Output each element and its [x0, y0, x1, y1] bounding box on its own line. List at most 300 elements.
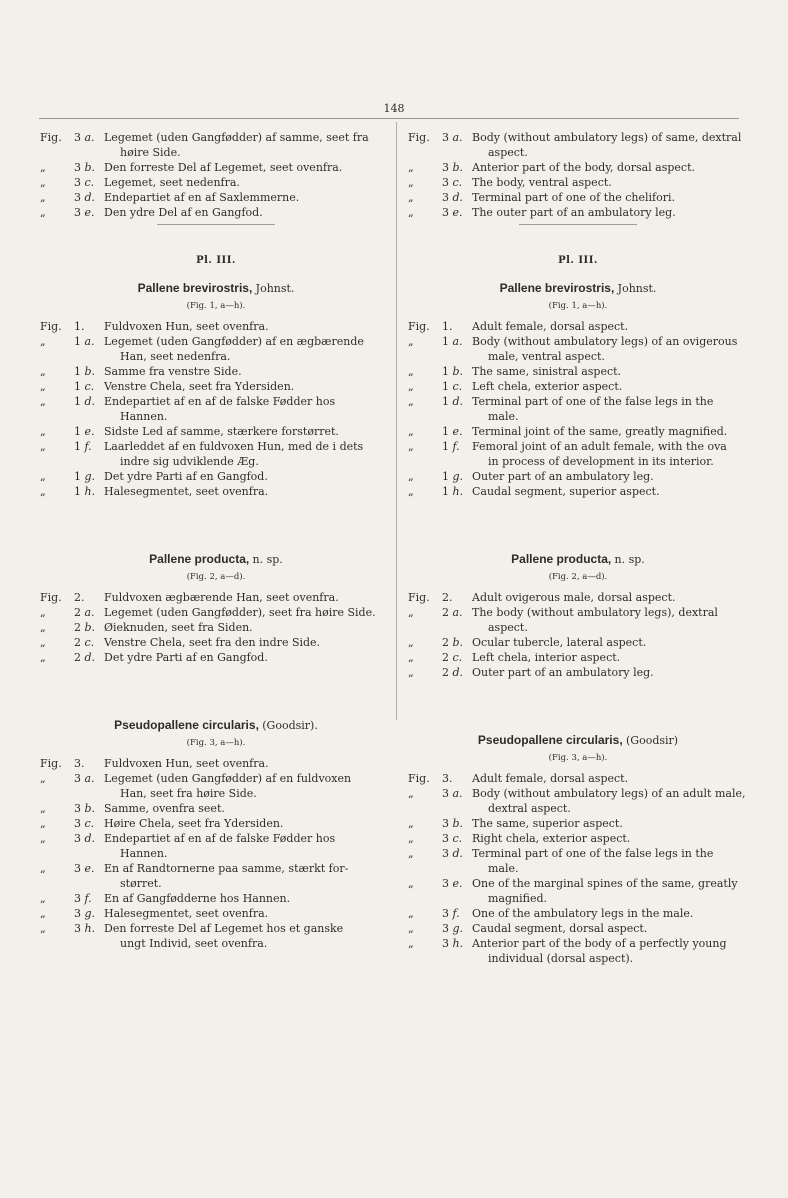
fig-number	[74, 620, 104, 635]
fig-text: Legemet, seet nedenfra.	[104, 176, 240, 189]
figure-entry	[408, 771, 748, 786]
fig-number	[74, 635, 104, 650]
fig-num: 1	[442, 335, 449, 348]
fig-description	[104, 816, 392, 831]
fig-label: „	[408, 161, 414, 174]
fig-text: Caudal segment, dorsal aspect.	[472, 922, 648, 935]
fig-label: „	[408, 176, 414, 189]
fig-num: 3	[442, 131, 449, 144]
fig-label: Fig.	[40, 757, 62, 770]
fig-text: Adult ovigerous male, dorsal aspect.	[472, 591, 676, 604]
figure-entry	[408, 590, 748, 605]
fig-number	[442, 921, 472, 936]
fig-description	[104, 130, 392, 160]
fig-description	[104, 439, 392, 469]
fig-num: 1	[74, 335, 81, 348]
fig-label: „	[40, 395, 46, 408]
fig-text: Left chela, exterior aspect.	[472, 380, 623, 393]
fig-label: „	[408, 395, 414, 408]
fig-label: „	[408, 651, 414, 664]
fig-text-continued: male.	[488, 862, 519, 875]
figure-list	[40, 756, 392, 951]
fig-text-continued: magnified.	[488, 892, 548, 905]
fig-sub: c.	[84, 817, 95, 830]
figure-entry	[40, 160, 392, 175]
figure-entry	[40, 921, 392, 951]
fig-num: 3	[74, 131, 81, 144]
fig-text-continued: aspect.	[488, 146, 528, 159]
fig-label: „	[408, 425, 414, 438]
plate-heading: Pl. III.	[558, 255, 598, 266]
fig-text: Øieknuden, seet fra Siden.	[104, 621, 253, 634]
figure-entry	[40, 319, 392, 334]
fig-sub: b.	[452, 817, 464, 830]
fig-description	[472, 771, 748, 786]
fig-description	[472, 394, 748, 424]
figure-entry	[40, 484, 392, 499]
fig-sub: b.	[84, 802, 96, 815]
figure-range: (Fig. 3, a—h).	[548, 753, 608, 763]
fig-sub: h.	[84, 922, 96, 935]
fig-num: 2	[442, 651, 449, 664]
fig-sub: g.	[84, 470, 96, 483]
fig-num: 3	[442, 847, 449, 860]
fig-text: Endepartiet af en af de falske Fødder hos	[104, 832, 336, 845]
fig-number	[442, 439, 472, 469]
figure-entry	[408, 319, 748, 334]
fig-description	[472, 635, 748, 650]
fig-description	[472, 590, 748, 605]
figure-entry	[40, 590, 392, 605]
fig-num: 1	[442, 380, 449, 393]
figure-entry	[40, 771, 392, 801]
fig-num: 1	[74, 440, 81, 453]
fig-description	[472, 936, 748, 966]
fig-label: „	[408, 335, 414, 348]
fig-text: Right chela, exterior aspect.	[472, 832, 631, 845]
fig-label: „	[408, 847, 414, 860]
fig-number	[442, 130, 472, 160]
fig-label: „	[40, 892, 46, 905]
fig-sub: c.	[84, 380, 95, 393]
fig-text: Det ydre Parti af en Gangfod.	[104, 651, 268, 664]
fig-number	[442, 831, 472, 846]
fig-num: 3	[74, 892, 81, 905]
fig-sub: f.	[452, 907, 460, 920]
species-heading	[408, 733, 748, 747]
fig-description	[472, 130, 748, 160]
figure-entry	[408, 160, 748, 175]
fig-description	[472, 334, 748, 364]
fig-description	[472, 205, 748, 220]
fig-sub: a.	[452, 787, 463, 800]
fig-sub: a.	[452, 606, 463, 619]
fig-num: 3	[442, 922, 449, 935]
fig-sub: d.	[84, 832, 96, 845]
fig-text: Ocular tubercle, lateral aspect.	[472, 636, 647, 649]
fig-label: „	[408, 606, 414, 619]
fig-text: Body (without ambulatory legs) of an adult male,	[472, 787, 746, 800]
figure-entry	[40, 469, 392, 484]
fig-label: Fig.	[40, 591, 62, 604]
fig-sub: c.	[452, 380, 463, 393]
figure-list	[408, 319, 748, 499]
fig-num: 1	[74, 380, 81, 393]
fig-label: „	[40, 621, 46, 634]
fig-sub: a.	[84, 606, 95, 619]
fig-text: Anterior part of the body, dorsal aspect.	[472, 161, 696, 174]
fig-num: 3	[442, 176, 449, 189]
fig-number	[74, 190, 104, 205]
fig-description	[472, 665, 748, 680]
figure-entry	[408, 650, 748, 665]
fig-num: 3	[442, 817, 449, 830]
fig-number	[74, 484, 104, 499]
species-author: (Goodsir).	[262, 719, 318, 732]
figure-range: (Fig. 3, a—h).	[186, 738, 246, 748]
fig-text-continued: male, ventral aspect.	[488, 350, 605, 363]
fig-description	[472, 650, 748, 665]
fig-label: Fig.	[40, 320, 62, 333]
figure-range: (Fig. 2, a—d).	[548, 572, 608, 582]
fig-label: „	[40, 485, 46, 498]
fig-number	[74, 424, 104, 439]
top-entries	[408, 130, 748, 224]
figure-entry	[40, 650, 392, 665]
fig-text: Left chela, interior aspect.	[472, 651, 621, 664]
fig-label: „	[408, 191, 414, 204]
fig-sub: a.	[84, 772, 95, 785]
figure-entry	[40, 906, 392, 921]
figure-entry	[408, 906, 748, 921]
fig-num: 1	[74, 395, 81, 408]
fig-sub: b.	[84, 365, 96, 378]
fig-text: Terminal part of one of the chelifori.	[472, 191, 675, 204]
fig-num: 1	[442, 485, 449, 498]
figure-range: (Fig. 1, a—h).	[548, 301, 608, 311]
fig-description	[104, 205, 392, 220]
fig-num: 3.	[442, 772, 453, 785]
fig-text-continued: størret.	[120, 877, 162, 890]
fig-sub: d.	[84, 191, 96, 204]
species-author: (Goodsir)	[626, 734, 679, 747]
fig-number	[74, 379, 104, 394]
fig-label: „	[40, 922, 46, 935]
fig-sub: a.	[84, 335, 95, 348]
fig-num: 3	[442, 787, 449, 800]
fig-text: Legemet (uden Gangfødder) af en ægbærende	[104, 335, 364, 348]
fig-sub: h.	[84, 485, 96, 498]
figure-entry	[40, 439, 392, 469]
fig-label: „	[40, 425, 46, 438]
fig-num: 1.	[74, 320, 85, 333]
fig-text-continued: in process of development in its interior.	[488, 455, 714, 468]
fig-description	[472, 605, 748, 635]
fig-sub: d.	[84, 651, 96, 664]
figure-entry	[40, 424, 392, 439]
fig-number	[74, 650, 104, 665]
fig-description	[472, 921, 748, 936]
species-author: n. sp.	[614, 553, 645, 566]
fig-num: 3	[74, 907, 81, 920]
fig-description	[104, 861, 392, 891]
fig-description	[104, 891, 392, 906]
fig-text: Endepartiet af en af de falske Fødder hos	[104, 395, 336, 408]
figure-entry	[408, 439, 748, 469]
fig-description	[104, 650, 392, 665]
fig-text-continued: aspect.	[488, 621, 528, 634]
fig-description	[104, 756, 392, 771]
figure-entry	[40, 801, 392, 816]
species-name: Pallene producta,	[149, 552, 250, 566]
fig-description	[104, 319, 392, 334]
species-author: Johnst.	[255, 282, 295, 295]
fig-number	[74, 364, 104, 379]
fig-num: 3	[442, 161, 449, 174]
section-spacer	[408, 680, 748, 718]
fig-description	[472, 160, 748, 175]
fig-number	[74, 921, 104, 951]
section-spacer	[40, 499, 392, 537]
figure-entry	[40, 205, 392, 220]
fig-sub: c.	[84, 176, 95, 189]
fig-number	[442, 816, 472, 831]
fig-number	[74, 816, 104, 831]
fig-label: „	[40, 365, 46, 378]
fig-text: Anterior part of the body of a perfectly young	[472, 937, 727, 950]
fig-num: 3	[442, 937, 449, 950]
fig-text: Laarleddet af en fuldvoxen Hun, med de i dets	[104, 440, 364, 453]
fig-description	[472, 846, 748, 876]
fig-text: The same, superior aspect.	[472, 817, 623, 830]
fig-number	[442, 379, 472, 394]
fig-label: „	[408, 365, 414, 378]
fig-label: „	[40, 772, 46, 785]
fig-sub: e.	[452, 877, 463, 890]
fig-sub: a.	[452, 131, 463, 144]
fig-description	[104, 469, 392, 484]
figure-list	[40, 590, 392, 665]
fig-number	[74, 319, 104, 334]
fig-number	[442, 364, 472, 379]
fig-number	[442, 394, 472, 424]
fig-text: Venstre Chela, seet fra den indre Side.	[104, 636, 321, 649]
figure-entry	[40, 861, 392, 891]
figure-list	[40, 319, 392, 499]
fig-description	[472, 364, 748, 379]
plate-heading: Pl. III.	[196, 255, 236, 266]
fig-num: 3	[74, 176, 81, 189]
fig-number	[74, 861, 104, 891]
fig-num: 3	[74, 862, 81, 875]
fig-text: Terminal part of one of the false legs in the	[472, 395, 714, 408]
figure-entry	[40, 620, 392, 635]
figure-entry	[408, 469, 748, 484]
fig-description	[472, 876, 748, 906]
fig-num: 3	[74, 161, 81, 174]
fig-number	[74, 906, 104, 921]
fig-description	[104, 364, 392, 379]
fig-label: „	[408, 877, 414, 890]
figure-entry	[408, 786, 748, 816]
fig-sub: c.	[84, 636, 95, 649]
fig-description	[104, 801, 392, 816]
fig-text: The outer part of an ambulatory leg.	[472, 206, 676, 219]
fig-description	[104, 424, 392, 439]
fig-description	[104, 334, 392, 364]
fig-text: Den ydre Del af en Gangfod.	[104, 206, 263, 219]
fig-number	[74, 605, 104, 620]
species-heading	[408, 281, 748, 295]
fig-number	[442, 650, 472, 665]
fig-label: „	[40, 907, 46, 920]
fig-text: Terminal joint of the same, greatly magnified.	[472, 425, 728, 438]
fig-number	[442, 635, 472, 650]
column-divider	[396, 122, 397, 720]
fig-description	[472, 816, 748, 831]
fig-description	[472, 831, 748, 846]
fig-number	[74, 394, 104, 424]
fig-text: Legemet (uden Gangfødder) af en fuldvoxen	[104, 772, 352, 785]
figure-list	[408, 771, 748, 966]
fig-label: „	[408, 666, 414, 679]
figure-entry	[40, 635, 392, 650]
fig-text-continued: male.	[488, 410, 519, 423]
fig-sub: e.	[84, 206, 95, 219]
fig-text-continued: Han, seet fra høire Side.	[120, 787, 257, 800]
fig-text: En af Randtornerne paa samme, stærkt for-	[104, 862, 349, 875]
fig-text-continued: Hannen.	[120, 410, 168, 423]
fig-text: Caudal segment, superior aspect.	[472, 485, 660, 498]
figure-entry	[40, 605, 392, 620]
figure-entry	[408, 635, 748, 650]
fig-sub: b.	[84, 621, 96, 634]
figure-entry	[40, 130, 392, 160]
fig-label: „	[408, 206, 414, 219]
figure-entry	[408, 831, 748, 846]
fig-sub: h.	[452, 937, 464, 950]
fig-text: Samme fra venstre Side.	[104, 365, 242, 378]
fig-text: Fuldvoxen ægbærende Han, seet ovenfra.	[104, 591, 339, 604]
fig-label: „	[408, 922, 414, 935]
fig-label: „	[40, 176, 46, 189]
fig-number	[442, 590, 472, 605]
fig-text: Adult female, dorsal aspect.	[472, 320, 629, 333]
species-heading	[40, 281, 392, 295]
figure-entry	[40, 364, 392, 379]
fig-num: 2.	[442, 591, 453, 604]
fig-label: „	[408, 440, 414, 453]
fig-description	[104, 771, 392, 801]
fig-label: Fig.	[408, 591, 430, 604]
fig-sub: f.	[84, 892, 92, 905]
fig-number	[442, 906, 472, 921]
fig-num: 3	[74, 832, 81, 845]
fig-text: Femoral joint of an adult female, with the ova	[472, 440, 727, 453]
fig-label: Fig.	[408, 772, 430, 785]
fig-label: „	[40, 440, 46, 453]
fig-sub: d.	[452, 191, 464, 204]
fig-text-continued: indre sig udviklende Æg.	[120, 455, 259, 468]
figure-entry	[408, 364, 748, 379]
fig-label: „	[40, 651, 46, 664]
fig-number	[74, 130, 104, 160]
fig-sub: a.	[84, 131, 95, 144]
fig-number	[442, 665, 472, 680]
fig-sub: b.	[452, 161, 464, 174]
fig-num: 1	[442, 365, 449, 378]
fig-text-continued: individual (dorsal aspect).	[488, 952, 634, 965]
danish-column	[40, 130, 392, 951]
fig-label: „	[40, 606, 46, 619]
fig-num: 3	[74, 206, 81, 219]
fig-number	[74, 801, 104, 816]
fig-description	[472, 786, 748, 816]
fig-number	[442, 319, 472, 334]
figure-entry	[408, 205, 748, 220]
fig-text: Sidste Led af samme, stærkere forstørret.	[104, 425, 339, 438]
fig-description	[104, 620, 392, 635]
fig-num: 1.	[442, 320, 453, 333]
fig-description	[104, 906, 392, 921]
fig-num: 3	[74, 922, 81, 935]
fig-description	[472, 484, 748, 499]
fig-sub: e.	[452, 206, 463, 219]
fig-text: Den forreste Del af Legemet, seet ovenfra.	[104, 161, 343, 174]
figure-entry	[408, 190, 748, 205]
fig-num: 3	[74, 772, 81, 785]
fig-sub: a.	[452, 335, 463, 348]
fig-number	[442, 786, 472, 816]
figure-entry	[40, 379, 392, 394]
fig-text: Den forreste Del af Legemet hos et ganske	[104, 922, 344, 935]
fig-sub: d.	[452, 847, 464, 860]
fig-label: „	[40, 832, 46, 845]
fig-label: „	[408, 817, 414, 830]
fig-sub: e.	[84, 425, 95, 438]
section-spacer	[408, 499, 748, 537]
fig-number	[442, 190, 472, 205]
fig-description	[104, 635, 392, 650]
fig-sub: e.	[84, 862, 95, 875]
figure-entry	[408, 816, 748, 831]
fig-text: One of the marginal spines of the same, greatly	[472, 877, 738, 890]
fig-sub: c.	[452, 651, 463, 664]
fig-text: Halesegmentet, seet ovenfra.	[104, 907, 269, 920]
fig-number	[74, 891, 104, 906]
figure-entry	[408, 936, 748, 966]
fig-num: 3	[442, 191, 449, 204]
fig-number	[74, 771, 104, 801]
fig-label: Fig.	[40, 131, 62, 144]
fig-description	[104, 190, 392, 205]
fig-num: 1	[442, 440, 449, 453]
figure-entry	[408, 334, 748, 364]
fig-sub: d.	[452, 666, 464, 679]
fig-num: 1	[74, 470, 81, 483]
fig-text: Fuldvoxen Hun, seet ovenfra.	[104, 320, 269, 333]
fig-number	[74, 590, 104, 605]
section-divider	[519, 224, 637, 225]
fig-label: „	[408, 485, 414, 498]
fig-text-continued: Han, seet nedenfra.	[120, 350, 231, 363]
fig-description	[472, 906, 748, 921]
page-number: 148	[383, 102, 405, 115]
fig-sub: b.	[452, 636, 464, 649]
fig-num: 3	[74, 802, 81, 815]
fig-sub: f.	[84, 440, 92, 453]
fig-sub: h.	[452, 485, 464, 498]
